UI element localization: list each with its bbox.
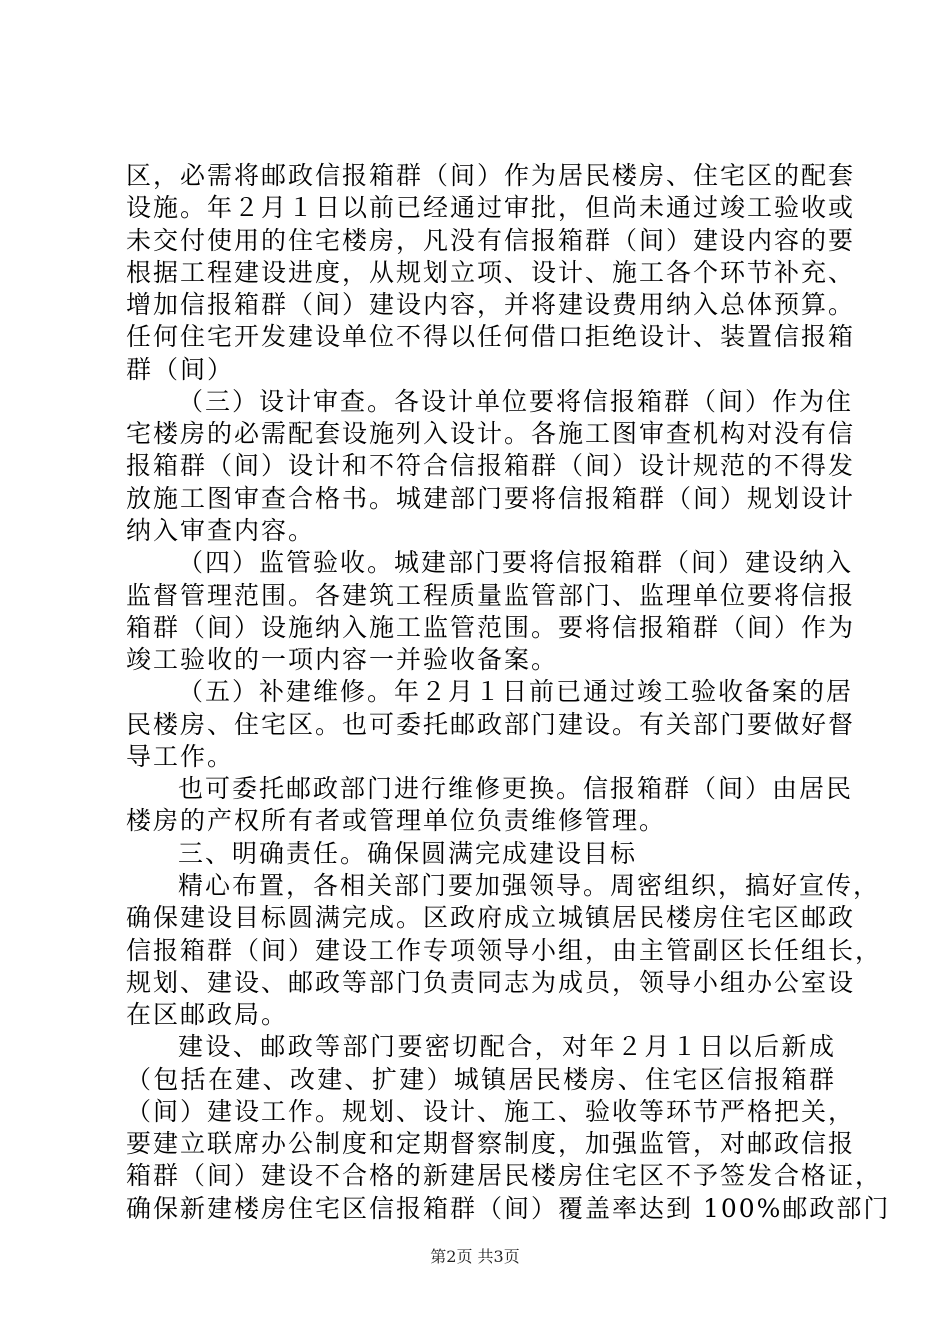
text-line: 放施工图审查合格书。城建部门要将信报箱群（间）规划设计	[126, 484, 856, 513]
text-line: 信报箱群（间）建设工作专项领导小组，由主管副区长任组长，	[126, 936, 883, 965]
text-line: 导工作。	[126, 742, 235, 771]
paragraph-first-line: 精心布置，各相关部门要加强领导。周密组织，搞好宣传，	[178, 871, 881, 900]
text-line: 纳入审查内容。	[126, 516, 316, 545]
text-line: 箱群（间）建设不合格的新建居民楼房住宅区不予签发合格证，	[126, 1161, 883, 1190]
section-heading: 三、明确责任。确保圆满完成建设目标	[178, 839, 638, 868]
text-line: 要建立联席办公制度和定期督察制度，加强监管，对邮政信报	[126, 1129, 856, 1158]
paragraph-first-line: 建设、邮政等部门要密切配合，对年２月１日以后新成	[178, 1032, 836, 1061]
text-line: 规划、建设、邮政等部门负责同志为成员，领导小组办公室设	[126, 968, 856, 997]
text-line: 在区邮政局。	[126, 1000, 289, 1029]
text-line: 未交付使用的住宅楼房，凡没有信报箱群（间）建设内容的要	[126, 226, 856, 255]
text-line: 根据工程建设进度，从规划立项、设计、施工各个环节补充、	[126, 258, 856, 287]
text-line: 监督管理范围。各建筑工程质量监管部门、监理单位要将信报	[126, 581, 856, 610]
paragraph-first-line: （五）补建维修。年２月１日前已通过竣工验收备案的居	[178, 677, 854, 706]
text-line: 楼房的产权所有者或管理单位负责维修管理。	[126, 806, 667, 835]
text-line: 宅楼房的必需配套设施列入设计。各施工图审查机构对没有信	[126, 419, 856, 448]
text-line: （间）建设工作。规划、设计、施工、验收等环节严格把关，	[126, 1097, 856, 1126]
text-line: 任何住宅开发建设单位不得以任何借口拒绝设计、装置信报箱	[126, 322, 856, 351]
paragraph-first-line: （三）设计审查。各设计单位要将信报箱群（间）作为住	[178, 387, 854, 416]
text-line: 竣工验收的一项内容一并验收备案。	[126, 645, 559, 674]
paragraph-first-line: （四）监管验收。城建部门要将信报箱群（间）建设纳入	[178, 548, 854, 577]
text-line: （包括在建、改建、扩建）城镇居民楼房、住宅区信报箱群	[126, 1065, 836, 1094]
text-line: 箱群（间）设施纳入施工监管范围。要将信报箱群（间）作为	[126, 613, 856, 642]
text-line: 报箱群（间）设计和不符合信报箱群（间）设计规范的不得发	[126, 451, 856, 480]
paragraph-first-line: 也可委托邮政部门进行维修更换。信报箱群（间）由居民	[178, 774, 854, 803]
text-line: 设施。年２月１日以前已经通过审批，但尚未通过竣工验收或	[126, 193, 856, 222]
text-line: 群（间）	[126, 355, 235, 384]
text-line: 确保新建楼房住宅区信报箱群（间）覆盖率达到 100%邮政部门	[126, 1194, 891, 1223]
text-line: 民楼房、住宅区。也可委托邮政部门建设。有关部门要做好督	[126, 710, 856, 739]
text-line: 增加信报箱群（间）建设内容，并将建设费用纳入总体预算。	[126, 290, 856, 319]
text-line: 确保建设目标圆满完成。区政府成立城镇居民楼房住宅区邮政	[126, 903, 856, 932]
page-number-footer: 第2页 共3页	[430, 1247, 520, 1266]
text-line: 区，必需将邮政信报箱群（间）作为居民楼房、住宅区的配套	[126, 161, 856, 190]
